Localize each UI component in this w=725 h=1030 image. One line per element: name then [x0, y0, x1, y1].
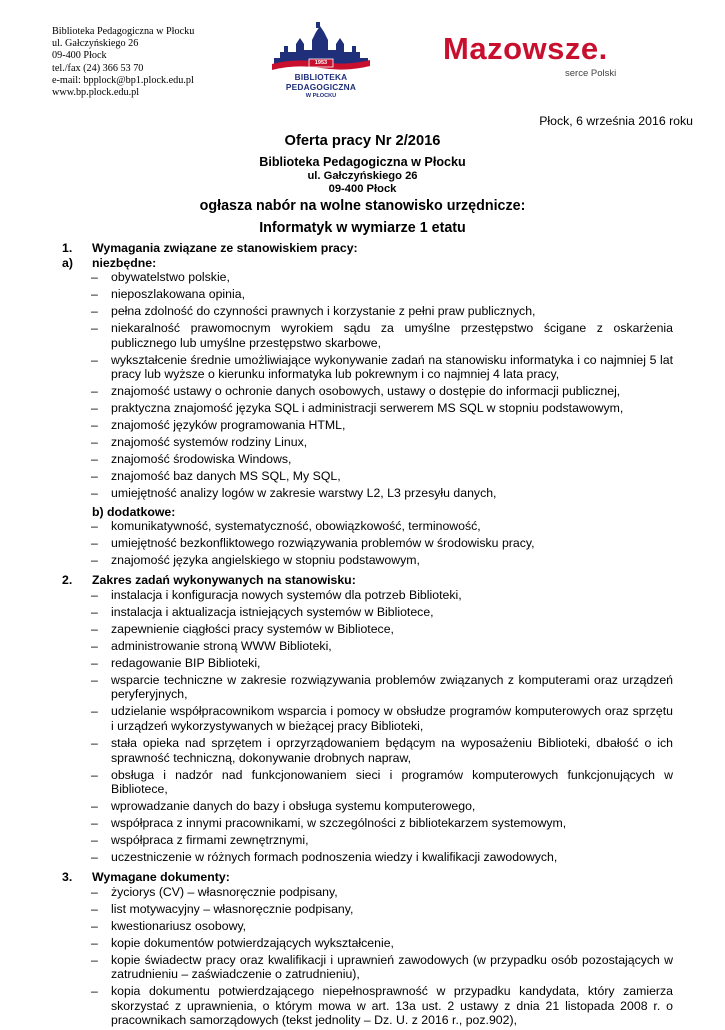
- address-line: www.bp.plock.edu.pl: [52, 87, 140, 99]
- section-title: Zakres zadań wykonywanych na stanowisku:: [92, 573, 356, 588]
- organization-name: Biblioteka Pedagogiczna w Płocku: [259, 155, 466, 169]
- offer-body: [62, 241, 673, 1030]
- list-item: – kwestionariusz osobowy,: [62, 919, 673, 934]
- logo-line3: W PŁOCKU: [305, 93, 337, 99]
- address-line: ul. Gałczyńskiego 26: [52, 38, 139, 50]
- section-heading: [62, 870, 673, 885]
- address-line: tel./fax (24) 366 53 70: [52, 62, 144, 74]
- list-item: – obywatelstwo polskie,: [62, 270, 673, 285]
- list-item: – uczestniczenie w różnych formach podnoszenia wiedzy i kwalifikacji zawodowych,: [62, 850, 673, 865]
- list-item: – niekaralność prawomocnym wyrokiem sądu za umyślne przestępstwo ścigane z oskarżenia publicznego lub umyślne przestępstwo skarbowe,: [62, 321, 673, 350]
- list-item: – instalacja i konfiguracja nowych systemów dla potrzeb Biblioteki,: [62, 588, 673, 603]
- mazowsze-logo: [443, 32, 633, 82]
- section-title: Wymagania związane ze stanowiskiem pracy:: [92, 241, 358, 255]
- address-line: Biblioteka Pedagogiczna w Płocku: [52, 26, 195, 37]
- list-item: – nieposzlakowana opinia,: [62, 287, 673, 302]
- logo-year: 1953: [314, 60, 328, 66]
- list-item: – współpraca z innymi pracownikami, w szczególności z bibliotekarzem systemowym,: [62, 816, 673, 831]
- organization-postal: 09-400 Płock: [328, 183, 397, 195]
- list-item: – obsługa i nadzór nad funkcjonowaniem sieci i programów komputerowych funkcjonujących w Bibliotece,: [62, 768, 673, 797]
- list-item: – pełna zdolność do czynności prawnych i korzystanie z pełni praw publicznych,: [62, 304, 673, 319]
- requirements-list: [62, 270, 673, 501]
- address-line: e-mail: bpplock@bp1.plock.edu.pl: [52, 74, 194, 86]
- subsection-heading: [62, 256, 673, 271]
- section-number: 1.: [62, 241, 73, 255]
- mazowsze-tagline: serce Polski: [565, 68, 617, 79]
- list-item: – wsparcie techniczne w zakresie rozwiązywania problemów związanych z komputerami oraz urządzeń peryferyjnych,: [62, 673, 673, 702]
- list-item: – list motywacyjny – własnoręcznie podpisany,: [62, 902, 673, 917]
- section-number: 3.: [62, 870, 73, 885]
- list-item: – znajomość baz danych MS SQL, My SQL,: [62, 469, 673, 484]
- list-item: – współpraca z firmami zewnętrznymi,: [62, 833, 673, 848]
- list-item: – umiejętność bezkonfliktowego rozwiązywania problemów w środowisku pracy,: [62, 536, 673, 551]
- subsection-title: niezbędne:: [92, 255, 157, 270]
- section-title: Wymagane dokumenty:: [92, 870, 230, 885]
- list-item: – udzielanie współpracownikom wsparcia i pomocy w obsłudze programów komputerowych oraz sprzętu i urządzeń wykorzystywanych w bieżącej pracy Biblioteki,: [62, 704, 673, 733]
- list-item: – administrowanie stroną WWW Biblioteki,: [62, 639, 673, 654]
- organization-street: ul. Gałczyńskiego 26: [307, 170, 418, 182]
- subsection-title: dodatkowe:: [107, 504, 176, 519]
- list-item: – kopie dokumentów potwierdzających wykształcenie,: [62, 936, 673, 951]
- documents-list: [62, 885, 673, 1028]
- additional-list: [62, 519, 673, 568]
- list-item: – wykształcenie średnie umożliwiające wykonywanie zadań na stanowisku informatyka i co najmniej 5 lat pracy lub wyższe o kierunku informatyka lub pokrewnym i co najmniej 4 lata pracy,: [62, 353, 673, 382]
- list-item: – stała opieka nad sprzętem i oprzyrządowaniem będącym na wyposażeniu Biblioteki, dbałość o ich sprawność techniczną, dokonywanie drobnych napraw,: [62, 736, 673, 765]
- list-item: – życiorys (CV) – własnoręcznie podpisany,: [62, 885, 673, 900]
- position-title: Informatyk w wymiarze 1 etatu: [259, 220, 466, 236]
- list-item: – umiejętność analizy logów w zakresie warstwy L2, L3 przesyłu danych,: [62, 486, 673, 501]
- subsection-label: a): [62, 255, 73, 270]
- document-date: Płock, 6 września 2016 roku: [539, 114, 693, 128]
- duties-list: [62, 588, 673, 865]
- list-item: – zapewnienie ciągłości pracy systemów w Bibliotece,: [62, 622, 673, 637]
- logo-line1: BIBLIOTEKA: [294, 72, 348, 82]
- section-heading: [62, 241, 673, 256]
- list-item: – redagowanie BIP Biblioteki,: [62, 656, 673, 671]
- mazowsze-wordmark: Mazowsze.: [443, 31, 608, 66]
- list-item: – znajomość ustawy o ochronie danych osobowych, ustawy o dostępie do informacji publicznej,: [62, 384, 673, 399]
- list-item: – kopie świadectw pracy oraz kwalifikacji i uprawnień zawodowych (w przypadku osób pozostających w zatrudnieniu – zaświadczenie o zatrudnieniu),: [62, 953, 673, 982]
- library-logo: [266, 18, 376, 104]
- offer-title: Oferta pracy Nr 2/2016: [284, 133, 441, 149]
- list-item: – znajomość środowiska Windows,: [62, 452, 673, 467]
- logo-line2: PEDAGOGICZNA: [285, 82, 357, 92]
- subsection-heading: [62, 505, 673, 520]
- library-address: [52, 26, 194, 99]
- list-item: – znajomość systemów rodziny Linux,: [62, 435, 673, 450]
- section-number: 2.: [62, 573, 73, 588]
- list-item: – znajomość języka angielskiego w stopniu podstawowym,: [62, 553, 673, 568]
- list-item: – znajomość języków programowania HTML,: [62, 418, 673, 433]
- section-heading: [62, 573, 673, 588]
- list-item: – praktyczna znajomość języka SQL i administracji serwerem MS SQL w stopniu podstawowym,: [62, 401, 673, 416]
- list-item: – kopia dokumentu potwierdzającego niepełnosprawność w przypadku kandydata, który zamierza skorzystać z uprawnienia, o którym mowa w art. 13a ust. 2 ustawy z dnia 21 listopada 2008 r. o pracownikach samorządowych (tekst jednolity – Dz. U. z 2016 r., poz.902),: [62, 984, 673, 1028]
- list-item: – komunikatywność, systematyczność, obowiązkowość, terminowość,: [62, 519, 673, 534]
- address-line: 09-400 Płock: [52, 50, 107, 62]
- announcement: ogłasza nabór na wolne stanowisko urzędnicze:: [199, 198, 526, 214]
- subsection-label: b): [92, 504, 104, 519]
- list-item: – wprowadzanie danych do bazy i obsługa systemu komputerowego,: [62, 799, 673, 814]
- list-item: – instalacja i aktualizacja istniejących systemów w Bibliotece,: [62, 605, 673, 620]
